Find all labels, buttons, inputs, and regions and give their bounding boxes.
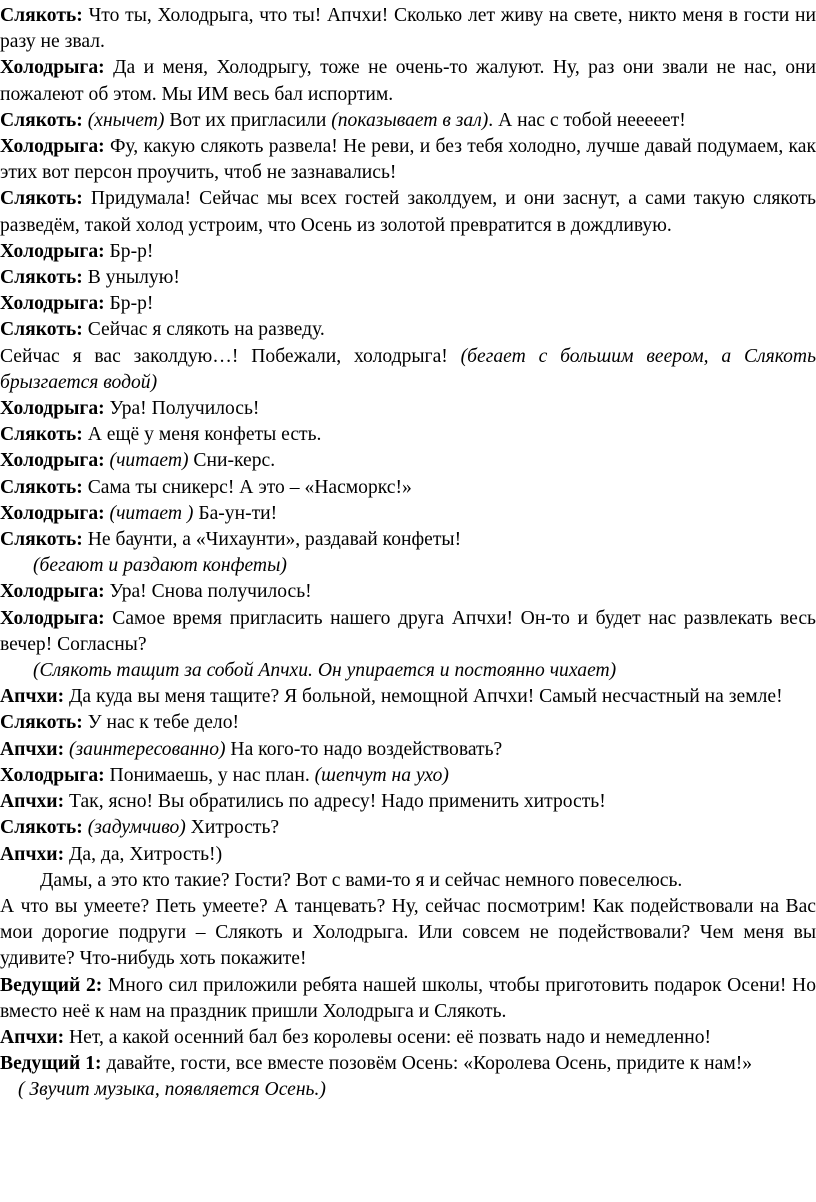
- speaker-name: Слякоть:: [0, 319, 83, 341]
- line-text: Много сил приложили ребята нашей школы, чтобы приготовить подарок Осени! Но вместо неё к нам на праздник пришли Холодрыга и Слякоть.: [0, 974, 816, 1022]
- line-text: Да куда вы меня тащите? Я больной, немощной Апчхи! Самый несчастный на земле!: [64, 686, 783, 708]
- line-text: На кого-то надо воздействовать?: [225, 738, 503, 760]
- line-text: А ещё у меня конфеты есть.: [82, 424, 322, 446]
- speaker-name: Слякоть:: [0, 476, 83, 498]
- line-text: У нас к тебе дело!: [82, 712, 240, 734]
- dialogue-line: [0, 527, 816, 553]
- dialogue-line: [0, 3, 816, 55]
- line-text: А что вы умеете? Петь умеете? А танцевать? Ну, сейчас посмотрим! Как подействовали на Вас мои дорогие подруги – Слякоть и Холодрыга. Или совсем не подействовали? Чем меня вы удивите? Что-нибудь хоть покажите!: [0, 895, 816, 970]
- speaker-name: Слякоть:: [0, 529, 83, 551]
- stage-direction: (читает ): [109, 502, 194, 524]
- line-text: Дамы, а это кто такие? Гости? Вот с вами-то я и сейчас немного повеселюсь.: [40, 869, 683, 891]
- stage-direction: (заинтересованно): [69, 738, 226, 760]
- dialogue-line: [0, 579, 816, 605]
- dialogue-line: [0, 448, 816, 474]
- dialogue-line: [0, 606, 816, 658]
- speaker-name: Холодрыга:: [0, 398, 105, 420]
- line-text: Самое время пригласить нашего друга Апчхи! Он-то и будет нас развлекать весь вечер! Согласны?: [0, 607, 816, 655]
- dialogue-line: [0, 973, 816, 1025]
- line-text: Сама ты сникерс! А это – «Насморкс!»: [82, 476, 412, 498]
- speaker-name: Апчхи:: [0, 686, 65, 708]
- line-text: Да, да, Хитрость!): [64, 843, 223, 865]
- dialogue-line: [0, 842, 816, 868]
- dialogue-line: [0, 475, 816, 501]
- dialogue-line: [0, 1025, 816, 1051]
- stage-direction-line: [0, 344, 816, 396]
- speaker-name: Ведущий 2:: [0, 974, 103, 996]
- dialogue-line: [0, 186, 816, 238]
- line-text: Сни-керс.: [188, 450, 276, 472]
- line-text: Фу, какую слякоть развела! Не реви, и без тебя холодно, лучше давай подумаем, как этих вот персон проучить, чтоб не зазнавались!: [0, 136, 816, 184]
- speaker-name: Холодрыга:: [0, 764, 105, 786]
- line-text: Да и меня, Холодрыгу, тоже не очень-то жалуют. Ну, раз они звали не нас, они пожалеют об этом. Мы ИМ весь бал испортим.: [0, 57, 816, 105]
- line-text: В унылую!: [82, 267, 180, 289]
- stage-direction: (задумчиво): [87, 817, 186, 839]
- line-text: Ура! Получилось!: [104, 398, 260, 420]
- line-text: Вот их пригласили: [164, 109, 332, 131]
- line-text: Понимаешь, у нас план.: [104, 764, 315, 786]
- line-text: давайте, гости, все вместе позовём Осень: «Королева Осень, придите к нам!»: [101, 1053, 753, 1075]
- line-text: Нет, а какой осенний бал без королевы осени: её позвать надо и немедленно!: [64, 1026, 712, 1048]
- stage-direction-line: [0, 553, 816, 579]
- speaker-name: Холодрыга:: [0, 293, 105, 315]
- speaker-name: Холодрыга:: [0, 450, 105, 472]
- line-text: Придумала! Сейчас мы всех гостей заколдуем, и они заснут, а сами такую слякоть разведём, такой холод устроим, что Осень из золотой превратится в дождливую.: [0, 188, 816, 236]
- speaker-name: Слякоть:: [0, 424, 83, 446]
- dialogue-line: [0, 710, 816, 736]
- stage-direction: (читает): [109, 450, 189, 472]
- dialogue-line: [0, 1051, 816, 1077]
- dialogue-line: [0, 422, 816, 448]
- speaker-name: Слякоть:: [0, 109, 83, 131]
- stage-direction: (хнычет): [87, 109, 165, 131]
- speaker-name: Апчхи:: [0, 1026, 65, 1048]
- speaker-name: Апчхи:: [0, 738, 65, 760]
- line-text: . А нас с тобой нееееет!: [488, 109, 686, 131]
- line-text: Сейчас я слякоть на разведу.: [82, 319, 325, 341]
- speaker-name: Слякоть:: [0, 712, 83, 734]
- line-text: Ба-ун-ти!: [193, 502, 278, 524]
- stage-direction-line: [0, 894, 816, 973]
- stage-direction-line: [0, 1077, 816, 1103]
- line-text: Сейчас я вас заколдую…! Побежали, холодрыга!: [0, 345, 461, 367]
- dialogue-line: [0, 239, 816, 265]
- stage-direction: (шепчут на ухо): [314, 764, 449, 786]
- speaker-name: Холодрыга:: [0, 57, 105, 79]
- stage-direction-line: [0, 868, 816, 894]
- dialogue-line: [0, 737, 816, 763]
- line-text: Бр-р!: [104, 293, 154, 315]
- dialogue-line: [0, 815, 816, 841]
- speaker-name: Слякоть:: [0, 188, 83, 210]
- dialogue-line: [0, 317, 816, 343]
- dialogue-line: [0, 789, 816, 815]
- speaker-name: Слякоть:: [0, 817, 83, 839]
- dialogue-line: [0, 291, 816, 317]
- speaker-name: Апчхи:: [0, 791, 65, 813]
- speaker-name: Холодрыга:: [0, 607, 105, 629]
- dialogue-line: [0, 108, 816, 134]
- dialogue-line: [0, 55, 816, 107]
- dialogue-line: [0, 396, 816, 422]
- speaker-name: Холодрыга:: [0, 581, 105, 603]
- dialogue-line: [0, 763, 816, 789]
- dialogue-line: [0, 501, 816, 527]
- stage-direction: (показывает в зал): [331, 109, 489, 131]
- speaker-name: Холодрыга:: [0, 502, 105, 524]
- speaker-name: Холодрыга:: [0, 240, 105, 262]
- speaker-name: Апчхи:: [0, 843, 65, 865]
- speaker-name: Слякоть:: [0, 5, 83, 26]
- line-text: Так, ясно! Вы обратились по адресу! Надо применить хитрость!: [64, 791, 606, 813]
- speaker-name: Ведущий 1:: [0, 1053, 102, 1075]
- dialogue-line: [0, 134, 816, 186]
- dialogue-line: [0, 265, 816, 291]
- stage-direction: (бегает с большим веером, а Слякоть брызгается водой): [0, 345, 816, 393]
- speaker-name: Холодрыга:: [0, 136, 105, 158]
- line-text: Ура! Снова получилось!: [104, 581, 312, 603]
- line-text: Не баунти, а «Чихаунти», раздавай конфеты!: [82, 529, 462, 551]
- stage-direction: (бегают и раздают конфеты): [33, 555, 287, 577]
- line-text: Хитрость?: [185, 817, 280, 839]
- stage-direction: ( Звучит музыка, появляется Осень.): [18, 1079, 326, 1101]
- dialogue-line: [0, 684, 816, 710]
- line-text: Что ты, Холодрыга, что ты! Апчхи! Сколько лет живу на свете, никто меня в гости ни разу не звал.: [0, 5, 816, 53]
- stage-direction: (Слякоть тащит за собой Апчхи. Он упирается и постоянно чихает): [33, 660, 617, 682]
- stage-direction-line: [0, 658, 816, 684]
- speaker-name: Слякоть:: [0, 267, 83, 289]
- line-text: Бр-р!: [104, 240, 154, 262]
